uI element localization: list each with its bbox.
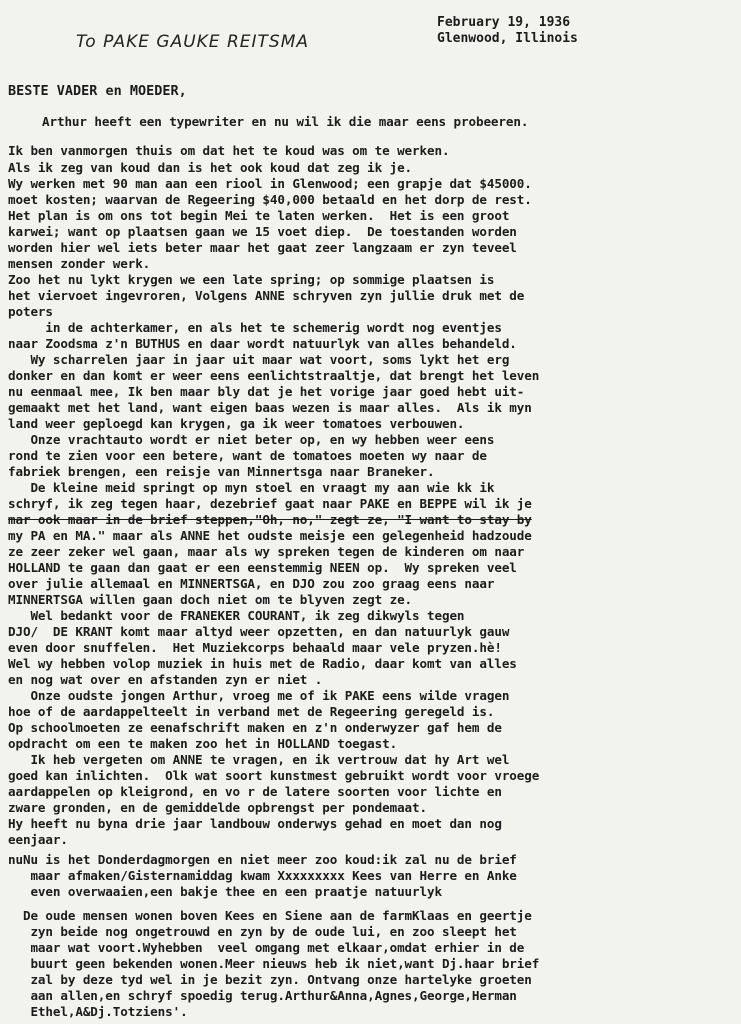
letter-line: Hy heeft nu byna drie jaar landbouw onderwys gehad en moet dan nog xyxy=(8,816,502,831)
letter-line: buurt geen bekenden wonen.Meer nieuws heb ik niet,want Dj.haar brief xyxy=(8,956,540,971)
letter-line: het viervoet ingevroren, Volgens ANNE schryven zyn jullie druk met de xyxy=(8,288,525,303)
letter-line: Op schoolmoeten ze eenafschrift maken en z'n onderwyzer gaf hem de xyxy=(8,720,502,735)
letter-line: en nog wat over en afstanden zyn er niet . xyxy=(8,672,323,687)
letter-line: land weer geploegd kan krygen, ga ik weer tomatoes verbouwen. xyxy=(8,416,465,431)
letter-line: Wel wy hebben volop muziek in huis met de Radio, daar komt van alles xyxy=(8,656,517,671)
letter-line: moet kosten; waarvan de Regeering $40,000 betaald en het dorp de rest. xyxy=(8,192,532,207)
letter-line: Wel bedankt voor de FRANEKER COURANT, ik zeg dikwyls tegen xyxy=(8,608,465,623)
letter-line: karwei; want op plaatsen gaan we 15 voet diep. De toestanden worden xyxy=(8,224,517,239)
letter-line: nuNu is het Donderdagmorgen en niet meer zoo koud:ik zal nu de brief xyxy=(8,852,517,867)
letter-line: Ik ben vanmorgen thuis om dat het te koud was om te werken. xyxy=(8,143,450,158)
letter-line: mensen zonder werk. xyxy=(8,256,151,271)
letter-line: Wy scharrelen jaar in jaar uit maar wat voort, soms lykt het erg xyxy=(8,352,510,367)
letter-line: aardappelen op kleigrond, en vo r de latere soorten voor lichte en xyxy=(8,784,502,799)
letter-line: De oude mensen wonen boven Kees en Siene aan de farmKlaas en geertje xyxy=(8,908,532,923)
letter-line: Wy werken met 90 man aan een riool in Glenwood; een grapje dat $45000. xyxy=(8,176,532,191)
letter-line: even door snuffelen. Het Muziekcorps behaald maar vele pryzen.hè! xyxy=(8,640,502,655)
letter-line: worden hier wel iets beter maar het gaat zeer langzaam er zyn teveel xyxy=(8,240,517,255)
letter-line: zyn beide nog ongetrouwd en zyn by de oude lui, en zoo sleept het xyxy=(8,924,517,939)
letter-line: in de achterkamer, en als het te schemerig wordt nog eventjes xyxy=(8,320,502,335)
letter-line: De kleine meid springt op myn stoel en vraagt my aan wie kk ik xyxy=(8,480,495,495)
letter-line: maar wat voort.Wyhebben veel omgang met elkaar,omdat erhier in de xyxy=(8,940,525,955)
letter-date: February 19, 1936 xyxy=(437,15,571,30)
handwritten-annotation: To PAKE GAUKE REITSMA xyxy=(76,32,309,52)
letter-line: gemaakt met het land, want eigen baas wezen is maar alles. Als ik myn xyxy=(8,400,532,415)
letter-line: mar ook maar in de brief steppen,"Oh, no," zegt ze, "I want to stay by xyxy=(8,512,532,527)
letter-line: Als ik zeg van koud dan is het ook koud dat zeg ik je. xyxy=(8,160,413,175)
letter-line: eenjaar. xyxy=(8,832,68,847)
letter-line: aan allen,en schryf spoedig terug.Arthur&Anna,Agnes,George,Herman xyxy=(8,988,517,1003)
letter-line: Onze oudste jongen Arthur, vroeg me of ik PAKE eens wilde vragen xyxy=(8,688,510,703)
letter-line: zware gronden, en de gemiddelde opbrengst per pondemaat. xyxy=(8,800,427,815)
letter-line: opdracht om een te maken zoo het in HOLLAND toegast. xyxy=(8,736,398,751)
letter-line: DJO/ DE KRANT komt maar altyd weer opzetten, en dan natuurlyk gauw xyxy=(8,624,510,639)
letter-line: my PA en MA." maar als ANNE het oudste meisje een gelegenheid hadzoude xyxy=(8,528,532,543)
letter-line: maar afmaken/Gisternamiddag kwam Xxxxxxxxx Kees van Herre en Anke xyxy=(8,868,517,883)
letter-place: Glenwood, Illinois xyxy=(437,31,578,46)
letter-line: rond te zien voor een betere, want de tomatoes moeten wy naar de xyxy=(8,448,487,463)
letter-line: Ethel,A&Dj.Totziens'. xyxy=(8,1004,188,1019)
letter-line: Ik heb vergeten om ANNE te vragen, en ik vertrouw dat hy Art wel xyxy=(8,752,510,767)
letter-line: HOLLAND te gaan dan gaat er een eenstemmig NEEN op. Wy spreken veel xyxy=(8,560,517,575)
letter-line: even overwaaien,een bakje thee en een praatje natuurlyk xyxy=(8,884,442,899)
letter-line: Arthur heeft een typewriter en nu wil ik die maar eens probeeren. xyxy=(42,114,529,129)
letter-line: Zoo het nu lykt krygen we een late spring; op sommige plaatsen is xyxy=(8,272,495,287)
letter-line: schryf, ik zeg tegen haar, dezebrief gaat naar PAKE en BEPPE wil ik je xyxy=(8,496,532,511)
letter-line: over julie allemaal en MINNERTSGA, en DJO zou zoo graag eens naar xyxy=(8,576,495,591)
letter-line: donker en dan komt er weer eens eenlichtstraaltje, dat brengt het leven xyxy=(8,368,540,383)
salutation: BESTE VADER en MOEDER, xyxy=(8,83,187,99)
letter-line: nu eenmaal mee, Ik ben maar bly dat je het vorige jaar goed hebt uit- xyxy=(8,384,525,399)
letter-line: hoe of de aardappelteelt in verband met de Regeering geregeld is. xyxy=(8,704,495,719)
letter-line: fabriek brengen, een reisje van Minnertsga naar Braneker. xyxy=(8,464,435,479)
letter-line: Onze vrachtauto wordt er niet beter op, en wy hebben weer eens xyxy=(8,432,495,447)
letter-line: ze zeer zeker wel gaan, maar als wy spreken tegen de kinderen om naar xyxy=(8,544,525,559)
letter-line: naar Zoodsma z'n BUTHUS en daar wordt natuurlyk van alles behandeld. xyxy=(8,336,517,351)
letter-line: MINNERTSGA willen gaan doch niet om te blyven zegt ze. xyxy=(8,592,413,607)
letter-line: zal by deze tyd wel in je bezit zyn. Ontvang onze hartelyke groeten xyxy=(8,972,532,987)
letter-line: poters xyxy=(8,304,53,319)
letter-line: goed kan inlichten. Olk wat soort kunstmest gebruikt wordt voor vroege xyxy=(8,768,540,783)
letter-line: Het plan is om ons tot begin Mei te laten werken. Het is een groot xyxy=(8,208,510,223)
